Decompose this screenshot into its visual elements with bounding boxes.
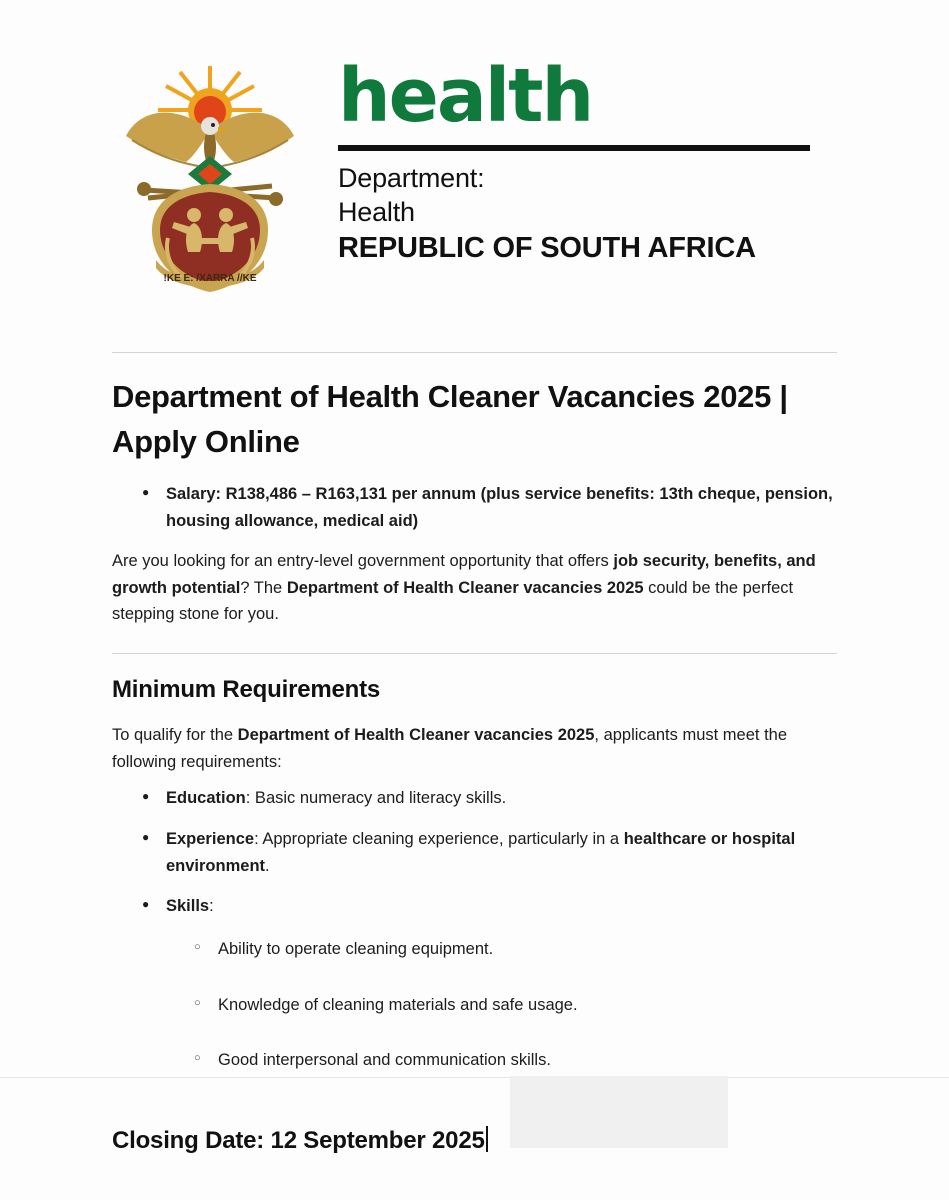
intro-bold-1: job security, benefits, and growth potential [112, 552, 816, 597]
skill-item: ○ Knowledge of cleaning materials and safe usage. [218, 992, 837, 1018]
req-lead-text-1: To qualify for the [112, 726, 238, 745]
skills-sub-list [166, 936, 837, 1073]
requirement-education [166, 785, 837, 812]
skill-item: ○ Good interpersonal and communication skills. [218, 1047, 837, 1073]
wordmark-country: REPUBLIC OF SOUTH AFRICA [338, 231, 756, 264]
requirement-skills [166, 893, 837, 1073]
requirements-list [112, 785, 837, 1073]
intro-bold-2: Department of Health Cleaner vacancies 2025 [286, 578, 644, 597]
requirement-experience-text-post: . [265, 856, 270, 875]
page-title: Department of Health Cleaner Vacancies 2025 | Apply Online [112, 379, 788, 459]
svg-text:!KE E: /XARRA //KE: !KE E: /XARRA //KE [163, 273, 257, 284]
top-divider [112, 352, 837, 353]
requirements-heading: Minimum Requirements [112, 676, 381, 704]
requirement-experience-label: Experience [166, 829, 255, 848]
wordmark-department-line1: Department: [338, 162, 485, 193]
req-lead-bold-1: Department of Health Cleaner vacancies 2025 [237, 726, 595, 745]
requirement-education-label: Education [166, 789, 246, 808]
document-body [0, 352, 949, 1073]
section-divider [112, 653, 837, 654]
requirements-lead-paragraph [112, 722, 837, 775]
intro-text-2: ? The [240, 578, 287, 597]
salary-bullet-list [112, 481, 837, 534]
requirement-education-text: : Basic numeracy and literacy skills. [245, 789, 507, 808]
requirement-skills-text: : [209, 897, 214, 916]
document-header [0, 0, 949, 292]
closing-date-text: Closing Date: 12 September 2025 [112, 1127, 485, 1154]
intro-text-3: could be the perfect stepping stone for you. [112, 578, 794, 624]
requirement-skills-label: Skills [166, 897, 210, 916]
wordmark-department-line2: Health [338, 197, 415, 228]
wordmark-divider [338, 145, 810, 151]
closing-date [112, 1126, 488, 1155]
requirement-experience-bold: healthcare or hospital environment [166, 829, 796, 875]
intro-paragraph [112, 548, 837, 627]
selection-highlight-block [510, 1076, 728, 1148]
req-lead-text-2: , applicants must meet the following requirements: [112, 726, 788, 771]
wordmark-health-text: health [338, 53, 593, 139]
intro-text-1: Are you looking for an entry-level government opportunity that offers [112, 552, 614, 571]
requirement-experience [166, 826, 837, 879]
closing-date-band [0, 1077, 949, 1200]
south-africa-coat-of-arms-icon [110, 52, 310, 292]
requirement-experience-text-pre: : Appropriate cleaning experience, particularly in a [254, 829, 624, 848]
salary-bullet: ● Salary: R138,486 – R163,131 per annum (plus service benefits: 13th cheque, pension, housing allowance, medical aid) [166, 481, 837, 534]
department-wordmark [338, 52, 949, 265]
text-caret [486, 1126, 488, 1152]
skill-item: ○ Ability to operate cleaning equipment. [218, 936, 837, 962]
